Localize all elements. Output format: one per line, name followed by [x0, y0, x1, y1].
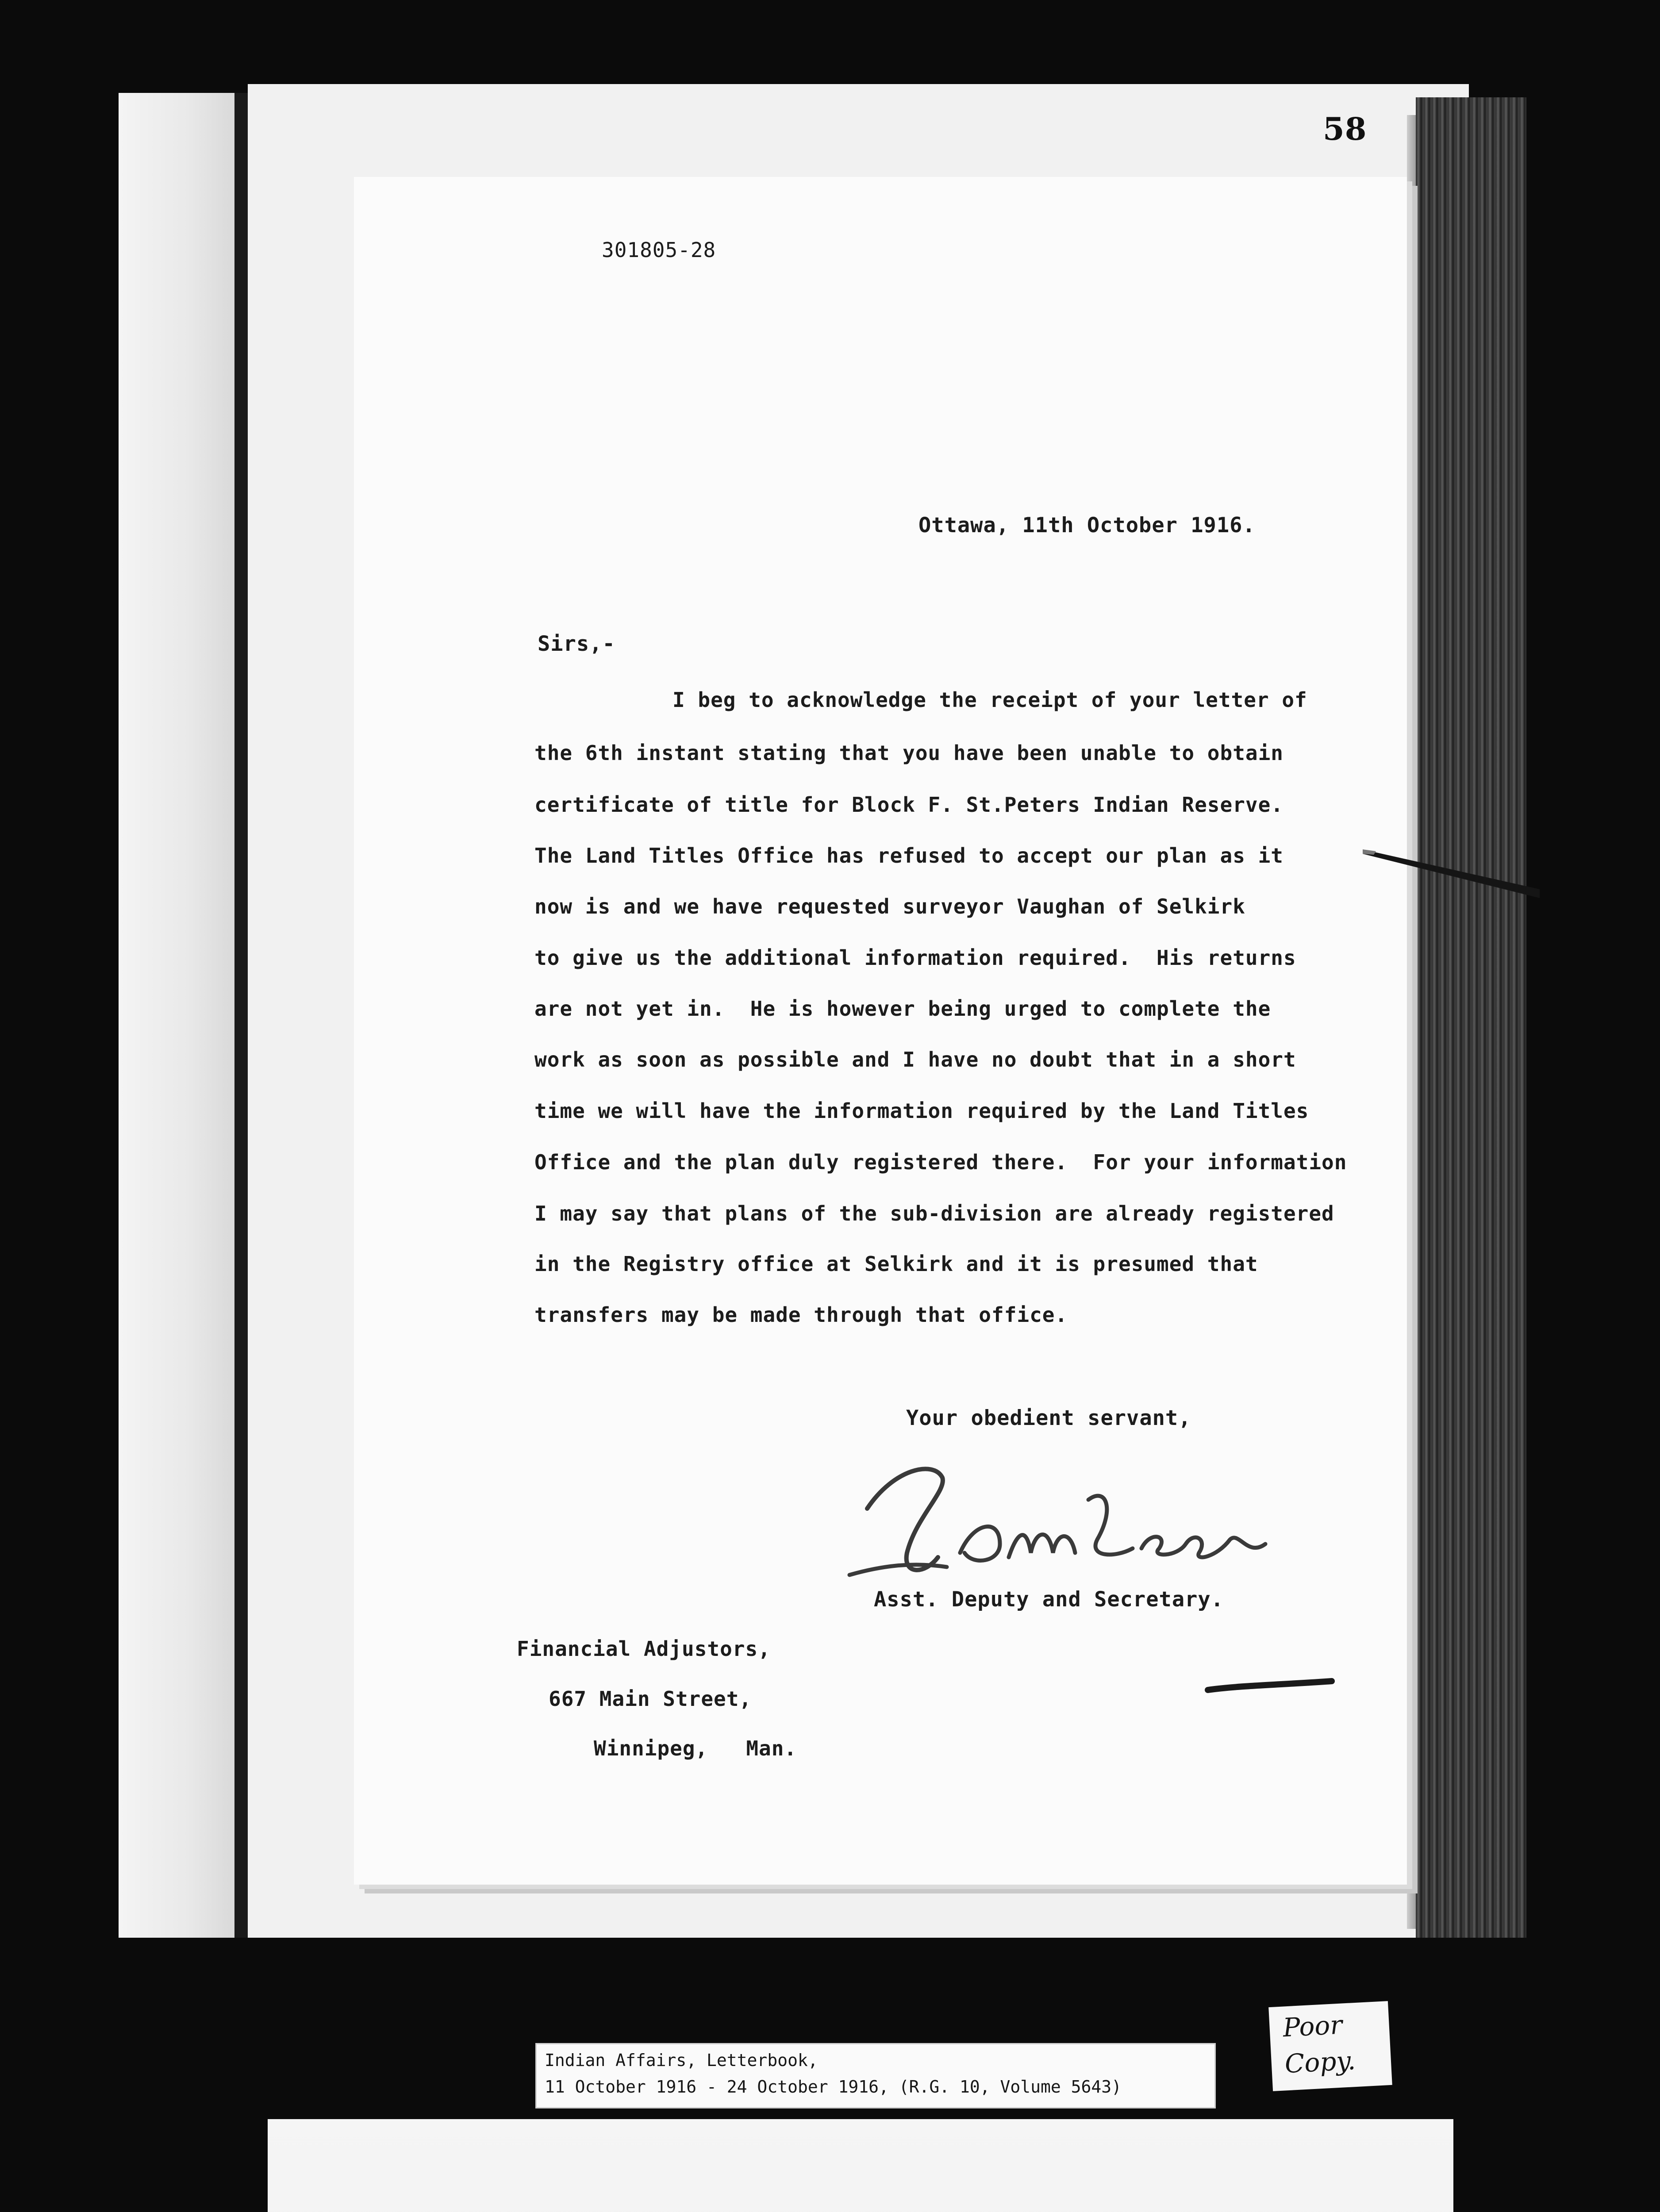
body-line: I may say that plans of the sub-division are already registered — [534, 1202, 1334, 1225]
body-line: to give us the additional information required. His returns — [534, 946, 1296, 970]
address-line: 667 Main Street, — [549, 1687, 752, 1711]
address-line: Financial Adjustors, — [517, 1637, 771, 1661]
left-page-strip — [119, 93, 234, 1938]
file-number: 301805-28 — [602, 238, 716, 262]
poor-copy-line: Copy. — [1284, 2045, 1356, 2079]
page-number: 58 — [1323, 111, 1367, 147]
body-line: are not yet in. He is however being urged to complete the — [534, 997, 1271, 1021]
poor-copy-tag — [1268, 2001, 1392, 2091]
signature — [841, 1442, 1283, 1593]
body-line: certificate of title for Block F. St.Peters Indian Reserve. — [534, 793, 1283, 817]
letter-sheet — [354, 177, 1407, 1885]
body-line: I beg to acknowledge the receipt of your letter of — [672, 688, 1307, 712]
body-line: Office and the plan duly registered there. For your information — [534, 1150, 1347, 1174]
signer-title: Asst. Deputy and Secretary. — [874, 1587, 1224, 1612]
body-line: time we will have the information required by the Land Titles — [534, 1099, 1309, 1123]
caption-line: Indian Affairs, Letterbook, — [545, 2051, 818, 2070]
archives-card — [268, 2119, 1453, 2212]
pen-icon — [1363, 832, 1540, 898]
address-line: Winnipeg, Man. — [594, 1736, 797, 1760]
body-line: now is and we have requested surveyor Vaughan of Selkirk — [534, 895, 1245, 918]
salutation: Sirs,- — [538, 632, 615, 656]
binding-shadow — [234, 93, 248, 1938]
body-line: The Land Titles Office has refused to accept our plan as it — [534, 844, 1283, 868]
body-line: work as soon as possible and I have no doubt that in a short — [534, 1048, 1296, 1071]
dateline: Ottawa, 11th October 1916. — [918, 513, 1256, 538]
caption-label — [535, 2043, 1216, 2108]
page-stack-edge — [1416, 97, 1526, 1938]
poor-copy-line: Poor — [1282, 2009, 1343, 2043]
ink-mark — [1203, 1668, 1336, 1703]
body-line: the 6th instant stating that you have been unable to obtain — [534, 741, 1283, 765]
body-line: in the Registry office at Selkirk and it is presumed that — [534, 1252, 1258, 1276]
body-line: transfers may be made through that office. — [534, 1303, 1068, 1327]
closing: Your obedient servant, — [906, 1406, 1191, 1430]
caption-line: 11 October 1916 - 24 October 1916, (R.G. 10, Volume 5643) — [545, 2077, 1122, 2097]
